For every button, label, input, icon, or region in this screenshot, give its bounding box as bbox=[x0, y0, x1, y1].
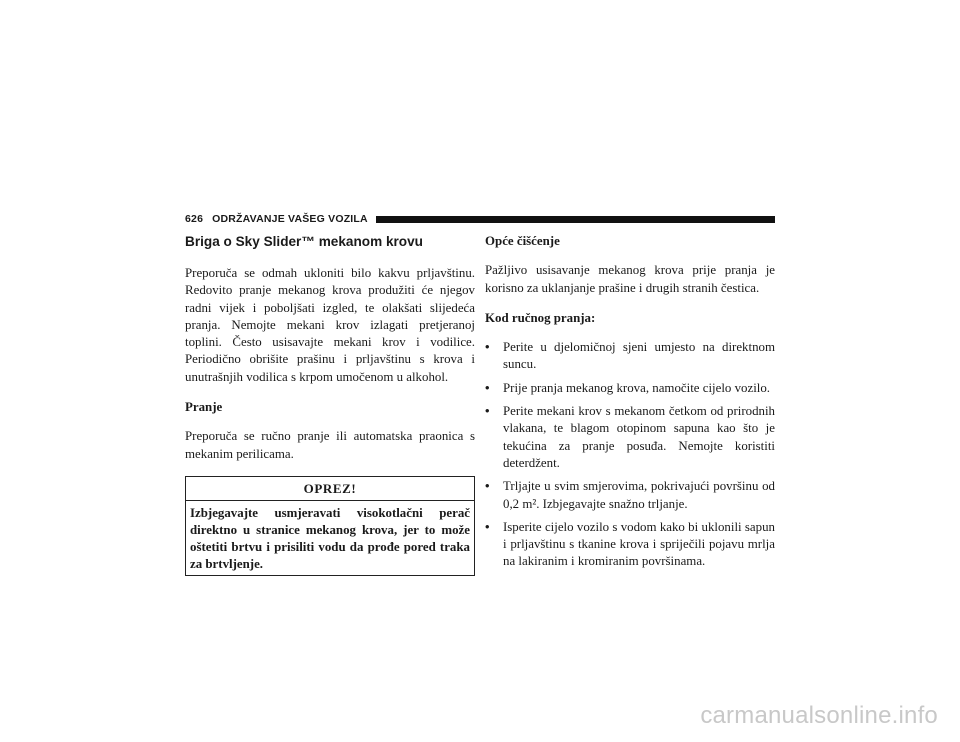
list-item: • Trljajte u svim smjerovima, pokrivajući površinu od 0,2 m². Izbjegavajte snažno trljanje. bbox=[485, 479, 775, 511]
bullet-icon: • bbox=[485, 479, 490, 494]
manual-wash-list bbox=[485, 339, 775, 571]
bullet-icon: • bbox=[485, 519, 490, 534]
warning-text: Izbjegavajte usmjeravati visokotlačni perač direktno u stranice mekanog krova, jer to može oštetiti brtvu i prisiliti vodu da prođe pored traka za brtvljenje. bbox=[190, 506, 470, 572]
manual-wash-heading: Kod ručnog pranja: bbox=[485, 310, 596, 325]
list-item: • Perite u djelomičnoj sjeni umjesto na direktnom suncu. bbox=[485, 340, 775, 372]
right-column bbox=[485, 233, 775, 577]
washing-heading: Pranje bbox=[185, 400, 223, 415]
list-item: • Perite mekani krov s mekanom četkom od prirodnih vlakana, te blagom otopinom sapuna kao što je tekućina za pranje posuđa. Nemojte koristiti deterdžent. bbox=[485, 404, 775, 470]
list-item: • Isperite cijelo vozilo s vodom kako bi uklonili sapun i prljavštinu s tkanine krova i spriječili pojavu mrlja na lakiranim i kromiranim površinama. bbox=[485, 519, 775, 569]
bullet-icon: • bbox=[485, 404, 490, 419]
intro-paragraph: Preporuča se odmah ukloniti bilo kakvu prljavštinu. Redovito pranje mekanog krova produžiti će njegov radni vijek i poboljšati izgled, te olakšati slijedeća pranja. Nemojte mekani krov izlagati pretjeranoj toplini. Često usisavajte mekani krov i vodilice. Periodično obrišite prašinu i prljavštinu s krova i unutrašnjih vodilica s krpom umočenom u alkohol. bbox=[185, 266, 475, 384]
left-column bbox=[185, 233, 475, 576]
page-header bbox=[185, 211, 775, 227]
section-title: ODRŽAVANJE VAŠEG VOZILA bbox=[212, 213, 368, 225]
washing-paragraph: Preporuča se ručno pranje ili automatska praonica s mekanim perilicama. bbox=[185, 429, 475, 461]
general-cleaning-heading: Opće čišćenje bbox=[485, 234, 560, 248]
general-cleaning-paragraph: Pažljivo usisavanje mekanog krova prije pranja je korisno za uklanjanje prašine i drugih stranih čestica. bbox=[485, 263, 775, 295]
section-heading: Briga o Sky Slider™ mekanom krovu bbox=[185, 234, 423, 249]
list-item: • Prije pranja mekanog krova, namočite cijelo vozilo. bbox=[485, 380, 775, 397]
watermark: carmanualsonline.info bbox=[700, 702, 938, 729]
warning-title: OPREZ! bbox=[186, 477, 474, 501]
warning-box bbox=[185, 476, 475, 576]
page-number: 626 bbox=[185, 213, 204, 225]
header-rule bbox=[376, 216, 775, 223]
bullet-icon: • bbox=[485, 340, 490, 355]
bullet-icon: • bbox=[485, 380, 490, 395]
